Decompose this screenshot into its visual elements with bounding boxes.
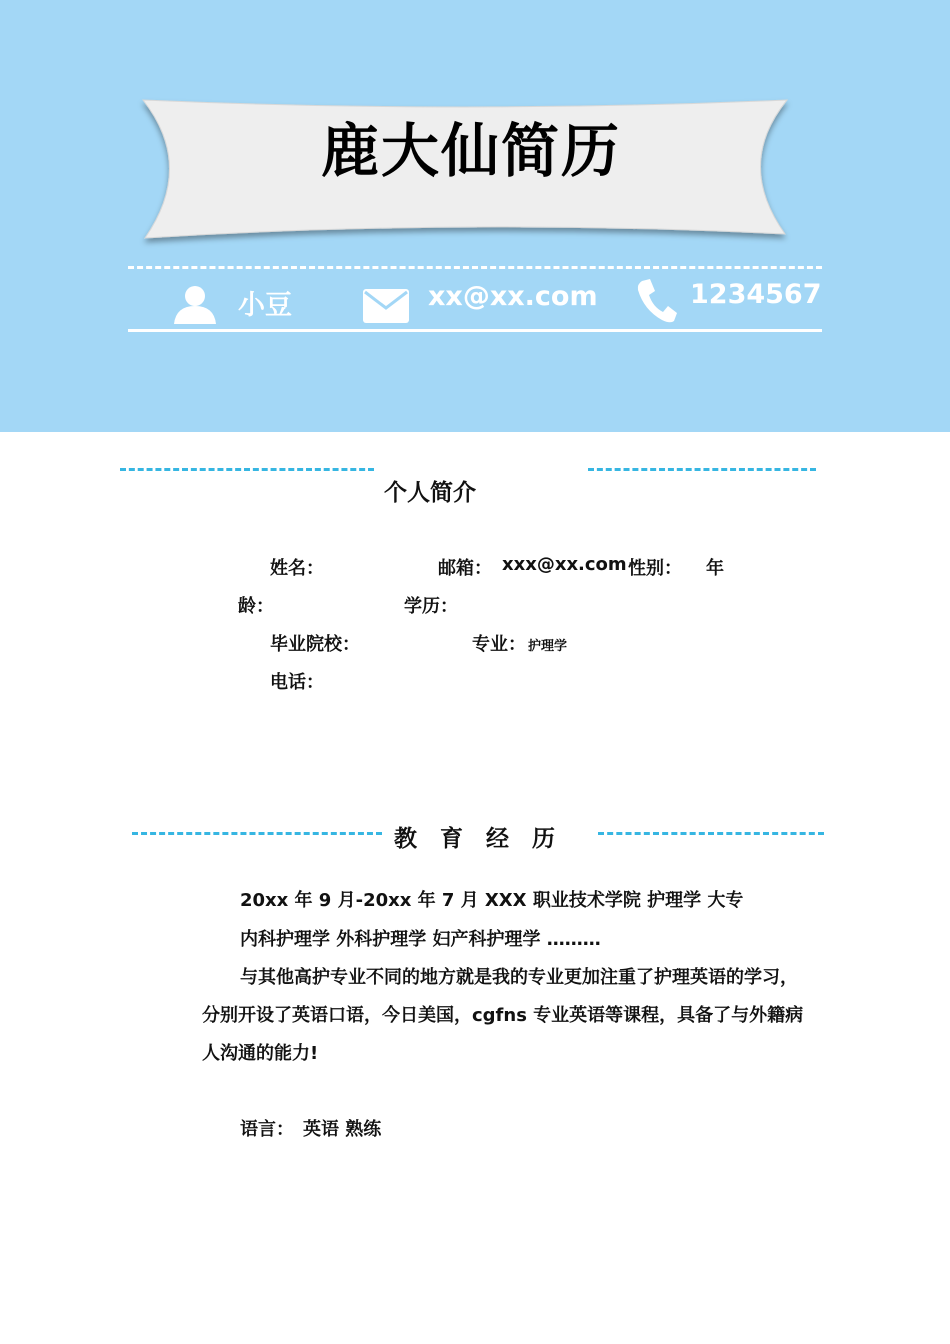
- profile-name-label: 姓名：: [270, 558, 324, 579]
- header-email: xx@xx.com: [428, 281, 598, 312]
- education-dash-right: [598, 832, 824, 835]
- header-dashed-divider: [128, 266, 822, 269]
- education-line-2: 内科护理学 外科护理学 妇产科护理学 ………: [240, 929, 601, 950]
- phone-icon: [636, 278, 678, 324]
- profile-age-label-part1: 年: [706, 558, 724, 579]
- profile-major-value: 护理学: [528, 639, 568, 654]
- profile-school-label: 毕业院校：: [270, 634, 360, 655]
- mail-icon: [362, 288, 410, 324]
- header-background: [0, 0, 950, 432]
- education-paragraph-line-2: 分别开设了英语口语，今日美国，cgfns 专业英语等课程，具备了与外籍病: [202, 1005, 804, 1026]
- profile-education-label: 学历：: [404, 596, 458, 617]
- education-paragraph-line-1: 与其他高护专业不同的地方就是我的专业更加注重了护理英语的学习，: [240, 967, 798, 988]
- language-label: 语言：: [240, 1119, 294, 1140]
- profile-email-value: xxx@xx.com: [502, 554, 627, 575]
- profile-age-label-part2: 龄：: [238, 596, 274, 617]
- education-section-title: 教 育 经 历: [394, 826, 555, 852]
- user-icon: [172, 284, 218, 326]
- profile-phone-label: 电话：: [270, 672, 324, 693]
- education-dash-left: [132, 832, 382, 835]
- header-phone: 1234567: [690, 279, 822, 310]
- profile-email-label: 邮箱：: [438, 558, 492, 579]
- resume-title: 鹿大仙简历: [320, 117, 621, 185]
- header-solid-divider: [128, 329, 822, 332]
- profile-section-title: 个人简介: [384, 480, 476, 506]
- profile-major-label: 专业：: [472, 634, 526, 655]
- profile-gender-label: 性别：: [628, 558, 682, 579]
- language-value: 英语 熟练: [303, 1119, 382, 1140]
- education-paragraph-line-3: 人沟通的能力!: [202, 1043, 319, 1064]
- profile-dash-left: [120, 468, 374, 471]
- education-line-1: 20xx 年 9 月-20xx 年 7 月 XXX 职业技术学院 护理学 大专: [240, 890, 744, 911]
- profile-dash-right: [588, 468, 816, 471]
- header-name: 小豆: [238, 290, 292, 321]
